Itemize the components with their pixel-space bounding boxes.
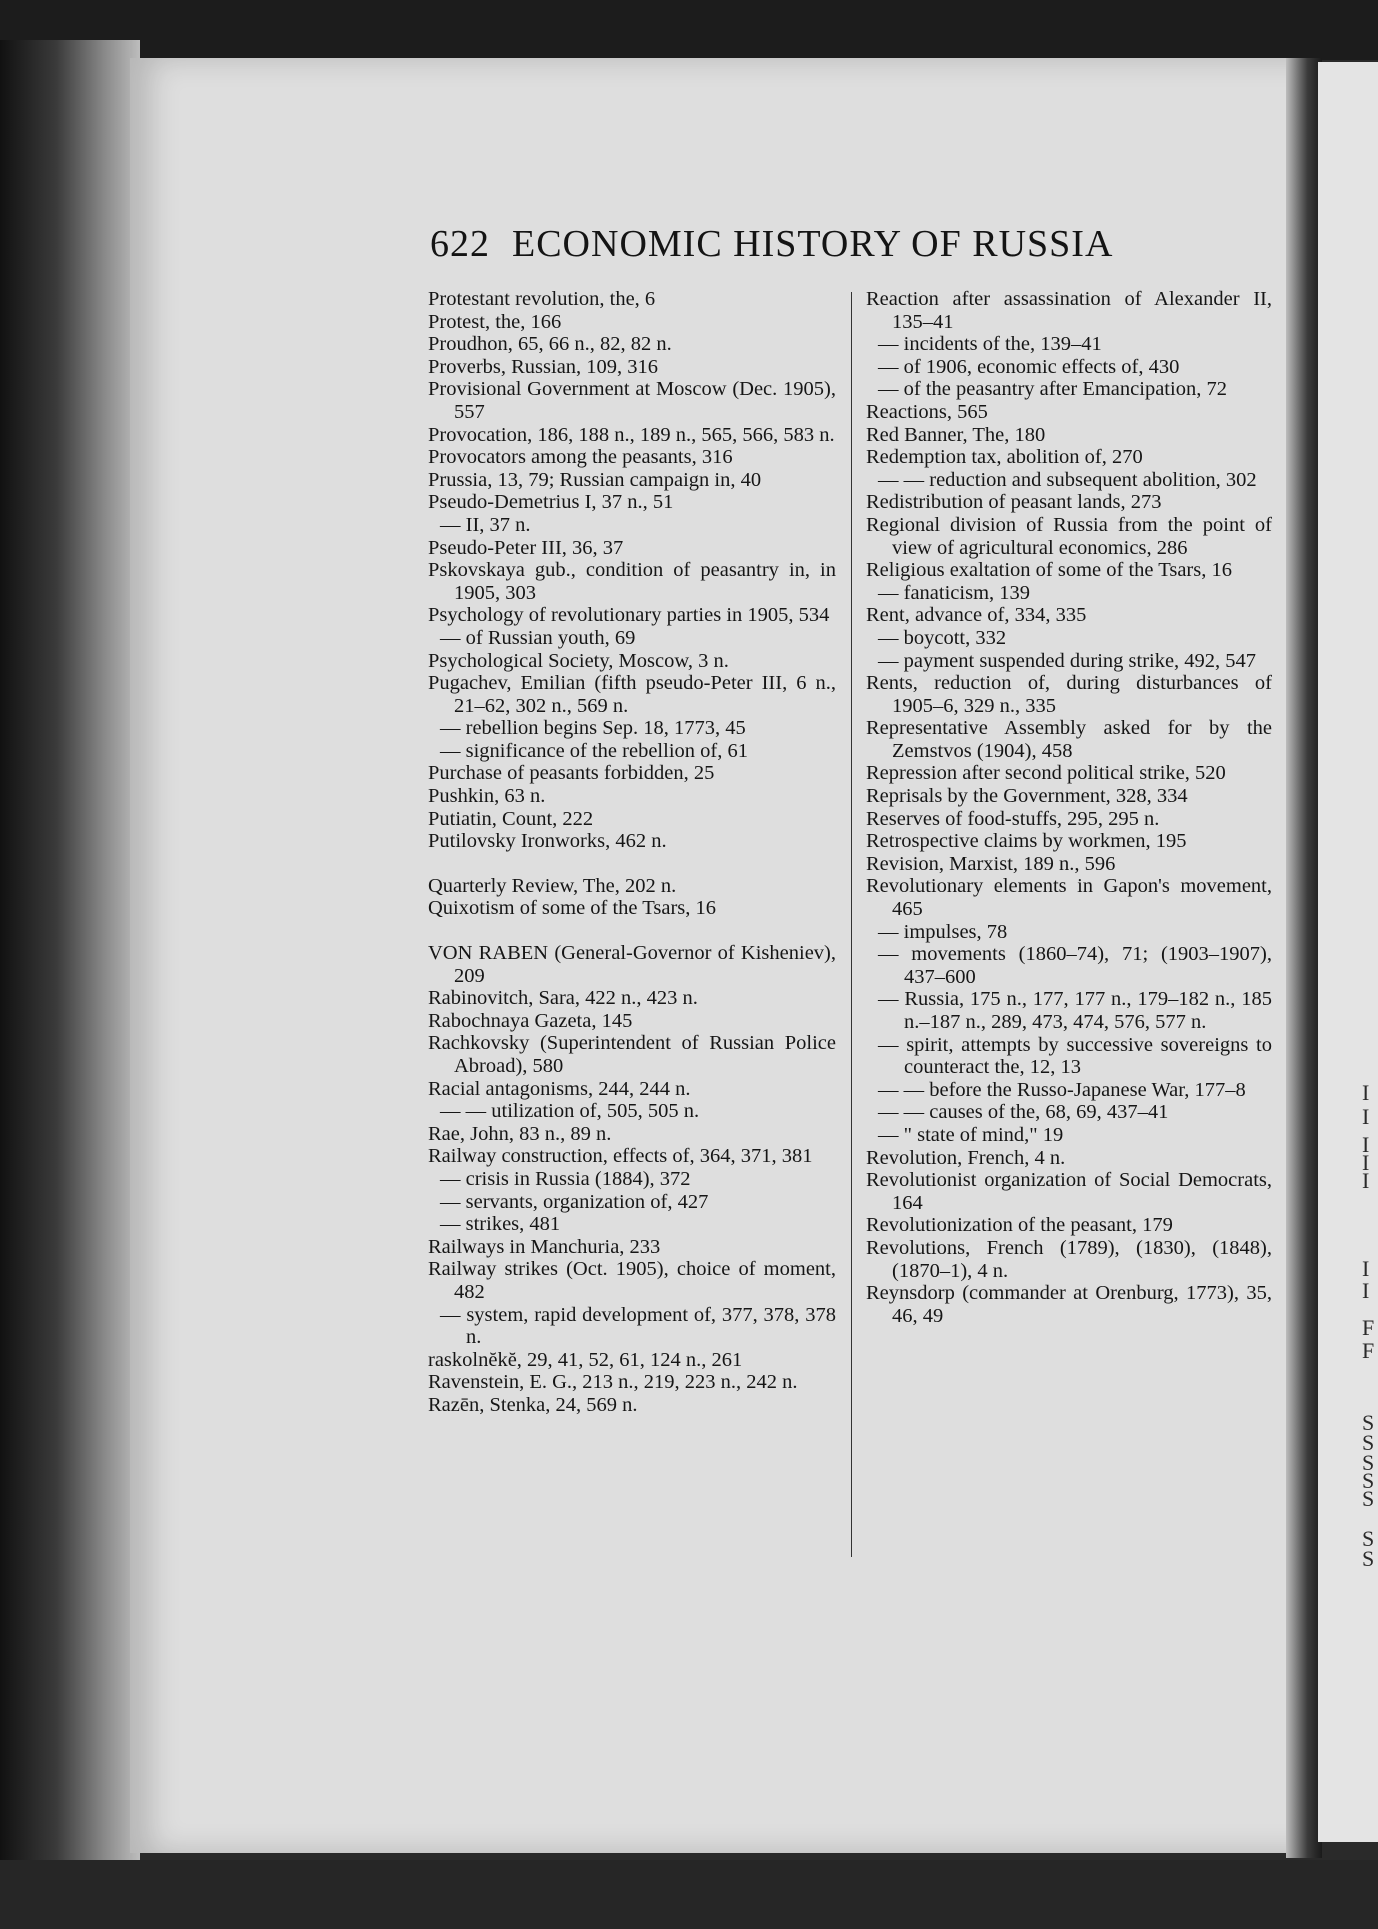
index-entry: Rent, advance of, 334, 335 bbox=[866, 604, 1087, 627]
index-entry: — crisis in Russia (1884), 372 bbox=[440, 1167, 691, 1190]
index-entry: Protestant revolution, the, 6 bbox=[428, 288, 656, 310]
index-entry: — — causes of the, 68, 69, 437–41 bbox=[878, 1101, 1169, 1124]
index-entry: Revolution, French, 4 n. bbox=[866, 1146, 1066, 1169]
index-entry: — fanaticism, 139 bbox=[878, 581, 1031, 604]
facing-page-letter: I bbox=[1362, 1132, 1370, 1157]
index-entry: Provocators among the peasants, 316 bbox=[428, 446, 733, 469]
index-entry: Quarterly Review, The, 202 n. bbox=[428, 874, 677, 897]
index-entry: Pskovskaya gub., condition of peasantry in, in 1905, 303 bbox=[428, 559, 836, 604]
index-entry: — significance of the rebellion of, 61 bbox=[440, 739, 748, 762]
facing-page-letter: S bbox=[1362, 1430, 1375, 1455]
index-entry: Revolutionization of the peasant, 179 bbox=[866, 1214, 1173, 1237]
facing-page-letters bbox=[1362, 0, 1378, 1929]
index-entry: Revolutionist organization of Social Democrats, 164 bbox=[866, 1169, 1272, 1214]
running-header bbox=[430, 222, 1230, 266]
index-entry: — II, 37 n. bbox=[440, 513, 531, 536]
index-entry: Razēn, Stenka, 24, 569 n. bbox=[428, 1393, 638, 1416]
index-entry: Reactions, 565 bbox=[866, 400, 988, 423]
index-entry: Psychological Society, Moscow, 3 n. bbox=[428, 649, 729, 672]
index-entry: — impulses, 78 bbox=[878, 920, 1008, 943]
index-entry: Ravenstein, E. G., 213 n., 219, 223 n., 242 n. bbox=[428, 1371, 798, 1394]
index-entry: Protest, the, 166 bbox=[428, 310, 562, 333]
facing-page-letter: I bbox=[1362, 1080, 1370, 1105]
index-entry: Putilovsky Ironworks, 462 n. bbox=[428, 830, 667, 853]
index-entry: Racial antagonisms, 244, 244 n. bbox=[428, 1077, 691, 1100]
index-entry: Representative Assembly asked for by the Zemstvos (1904), 458 bbox=[866, 717, 1272, 762]
index-entry: Proverbs, Russian, 109, 316 bbox=[428, 355, 659, 378]
index-entry: — payment suspended during strike, 492, 547 bbox=[878, 649, 1257, 672]
index-entry: — spirit, attempts by successive sovereigns to counteract the, 12, 13 bbox=[878, 1033, 1272, 1079]
facing-page-letter: F bbox=[1362, 1315, 1375, 1340]
page-number: 622 bbox=[430, 223, 490, 265]
book-spine bbox=[0, 40, 140, 1920]
index-entry: — of the peasantry after Emancipation, 72 bbox=[878, 378, 1227, 401]
index-entry: Rae, John, 83 n., 89 n. bbox=[428, 1122, 612, 1145]
index-entry: — of 1906, economic effects of, 430 bbox=[878, 355, 1180, 378]
index-entry: Regional division of Russia from the point of view of agricultural economics, 286 bbox=[866, 513, 1272, 559]
facing-page-letter: I bbox=[1362, 1104, 1370, 1129]
index-entry: Railways in Manchuria, 233 bbox=[428, 1235, 661, 1258]
index-entry: — movements (1860–74), 71; (1903–1907), 437–600 bbox=[878, 943, 1272, 988]
index-entry: Revolutions, French (1789), (1830), (1848), (1870–1), 4 n. bbox=[866, 1236, 1272, 1282]
index-section-gap bbox=[428, 853, 836, 875]
index-entry: Railway construction, effects of, 364, 371, 381 bbox=[428, 1145, 813, 1168]
facing-page-letter: I bbox=[1362, 1278, 1370, 1303]
index-entry: — rebellion begins Sep. 18, 1773, 45 bbox=[440, 717, 746, 740]
index-entry: — Russia, 175 n., 177, 177 n., 179–182 n., 185 n.–187 n., 289, 473, 474, 576, 577 n. bbox=[878, 988, 1272, 1033]
index-entry: VON RABEN (General-Governor of Kisheniev), 209 bbox=[428, 942, 836, 987]
index-entry: Putiatin, Count, 222 bbox=[428, 807, 594, 830]
index-entry: Revolutionary elements in Gapon's movement, 465 bbox=[866, 875, 1272, 921]
index-entry: Red Banner, The, 180 bbox=[866, 423, 1046, 446]
index-entry: Pseudo-Demetrius I, 37 n., 51 bbox=[428, 491, 674, 514]
index-entry: — strikes, 481 bbox=[440, 1213, 561, 1236]
index-entry: Rabinovitch, Sara, 422 n., 423 n. bbox=[428, 987, 698, 1010]
index-section-gap bbox=[428, 920, 836, 942]
index-entry: Pushkin, 63 n. bbox=[428, 785, 546, 808]
index-entry: Reynsdorp (commander at Orenburg, 1773), 35, 46, 49 bbox=[866, 1282, 1272, 1327]
index-entry: Retrospective claims by workmen, 195 bbox=[866, 830, 1187, 853]
facing-page-letter: I bbox=[1362, 1168, 1370, 1193]
index-entry: — of Russian youth, 69 bbox=[440, 626, 636, 649]
index-entry: — " state of mind," 19 bbox=[878, 1123, 1064, 1146]
scanner-background-bottom bbox=[0, 1860, 1378, 1929]
index-entry: Purchase of peasants forbidden, 25 bbox=[428, 762, 715, 785]
index-entry: Reprisals by the Government, 328, 334 bbox=[866, 785, 1188, 808]
index-column-right bbox=[866, 288, 1272, 1327]
index-entry: raskolnĕkĕ, 29, 41, 52, 61, 124 n., 261 bbox=[428, 1348, 743, 1371]
index-entry: — — before the Russo-Japanese War, 177–8 bbox=[878, 1078, 1246, 1101]
index-entry: Rents, reduction of, during disturbances of 1905–6, 329 n., 335 bbox=[866, 672, 1272, 717]
facing-page-letter: S bbox=[1362, 1486, 1375, 1511]
index-entry: Psychology of revolutionary parties in 1905, 534 bbox=[428, 604, 830, 627]
index-entry: Reaction after assassination of Alexander II, 135–41 bbox=[866, 288, 1272, 333]
index-entry: — — reduction and subsequent abolition, 302 bbox=[878, 468, 1257, 491]
index-entry: Pugachev, Emilian (fifth pseudo-Peter III, 6 n., 21–62, 302 n., 569 n. bbox=[428, 672, 836, 717]
facing-page-letter: S bbox=[1362, 1410, 1375, 1435]
book-title: ECONOMIC HISTORY OF RUSSIA bbox=[512, 223, 1114, 265]
index-entry: Reserves of food-stuffs, 295, 295 n. bbox=[866, 807, 1160, 830]
facing-page-letter: I bbox=[1362, 1150, 1370, 1175]
index-entry: Redistribution of peasant lands, 273 bbox=[866, 491, 1162, 514]
index-entry: — — utilization of, 505, 505 n. bbox=[440, 1100, 700, 1123]
index-entry: — servants, organization of, 427 bbox=[440, 1190, 709, 1213]
index-entry: Provocation, 186, 188 n., 189 n., 565, 566, 583 n. bbox=[428, 423, 835, 446]
index-entry: Rachkovsky (Superintendent of Russian Police Abroad), 580 bbox=[428, 1032, 836, 1077]
index-entry: Religious exaltation of some of the Tsars, 16 bbox=[866, 559, 1232, 582]
facing-page-letter: I bbox=[1362, 1256, 1370, 1281]
index-entry: Redemption tax, abolition of, 270 bbox=[866, 446, 1143, 469]
index-entry: Rabochnaya Gazeta, 145 bbox=[428, 1009, 633, 1032]
index-entry: Revision, Marxist, 189 n., 596 bbox=[866, 852, 1116, 875]
index-entry: — incidents of the, 139–41 bbox=[878, 333, 1102, 356]
index-entry: Pseudo-Peter III, 36, 37 bbox=[428, 536, 624, 559]
facing-page-letter: S bbox=[1362, 1468, 1375, 1493]
book-gutter bbox=[1286, 58, 1322, 1858]
facing-page-letter: F bbox=[1362, 1338, 1375, 1363]
index-entry: Quixotism of some of the Tsars, 16 bbox=[428, 897, 717, 920]
facing-page-letter: S bbox=[1362, 1526, 1375, 1551]
facing-page-letter: S bbox=[1362, 1546, 1375, 1571]
facing-page-letter: S bbox=[1362, 1450, 1375, 1475]
index-entry: — boycott, 332 bbox=[878, 626, 1007, 649]
index-entry: Repression after second political strike, 520 bbox=[866, 762, 1226, 785]
index-column-left bbox=[428, 288, 836, 1417]
index-entry: — system, rapid development of, 377, 378, 378 n. bbox=[440, 1303, 836, 1349]
index-entry: Provisional Government at Moscow (Dec. 1905), 557 bbox=[428, 378, 836, 423]
index-entry: Railway strikes (Oct. 1905), choice of moment, 482 bbox=[428, 1258, 836, 1303]
scanner-background-top bbox=[0, 0, 1378, 60]
column-divider bbox=[851, 292, 852, 1557]
index-entry: Proudhon, 65, 66 n., 82, 82 n. bbox=[428, 333, 672, 356]
index-entry: Prussia, 13, 79; Russian campaign in, 40 bbox=[428, 468, 762, 491]
